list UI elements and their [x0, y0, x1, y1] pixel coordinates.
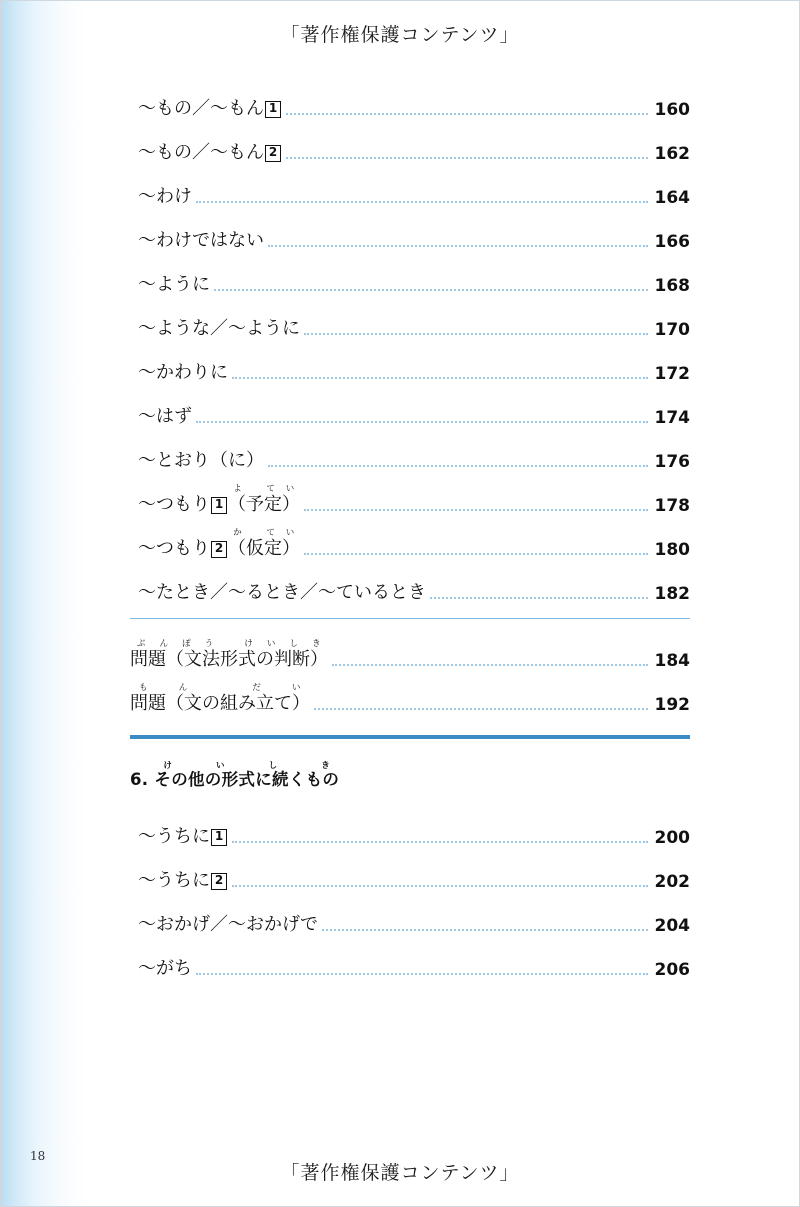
toc-label: ～ように [138, 274, 210, 295]
list-item[interactable] [138, 254, 690, 298]
list-item[interactable] [138, 210, 690, 254]
list-item[interactable] [138, 518, 690, 562]
toc-page-number: 174 [654, 408, 690, 428]
toc-label [130, 683, 310, 717]
toc-label: ～とおり（に） [138, 450, 264, 471]
ruby-annotation: 問題（文法形式の判断）ぶんぽう けいしき [130, 639, 328, 670]
ruby-annotation: その他の形式に続くものけいしき [154, 761, 340, 789]
list-item[interactable] [138, 562, 690, 606]
list-item[interactable] [138, 894, 690, 938]
ruby-text: か てい [228, 528, 300, 538]
toc-page-number: 200 [654, 828, 690, 848]
list-item[interactable] [138, 342, 690, 386]
leader-dots [286, 113, 648, 115]
leader-dots [332, 664, 648, 666]
list-item[interactable] [138, 430, 690, 474]
boxed-number-icon: 2 [265, 145, 281, 162]
toc-page-number: 176 [654, 452, 690, 472]
toc-label: ～うちに 2 [138, 866, 228, 894]
list-item[interactable] [138, 78, 690, 122]
leader-dots [322, 929, 648, 931]
leader-dots [304, 509, 648, 511]
page-number-folio: 18 [30, 1149, 46, 1163]
toc-group-1 [130, 78, 690, 606]
leader-dots [430, 597, 648, 599]
toc-group-3 [130, 806, 690, 982]
ruby-annotation: （予定）よ てい [228, 484, 300, 515]
toc-label: ～はず [138, 406, 192, 427]
list-item[interactable] [138, 166, 690, 210]
list-item[interactable] [138, 938, 690, 982]
list-item[interactable] [138, 122, 690, 166]
boxed-number-icon: 1 [265, 101, 281, 118]
toc-label: ～がち [138, 958, 192, 979]
ruby-annotation: 問題（文の組み立て）もん だい [130, 683, 310, 714]
toc-label: ～もの／～もん 2 [138, 138, 282, 166]
toc-page-number: 162 [654, 144, 690, 164]
list-item[interactable] [138, 806, 690, 850]
list-item[interactable] [138, 850, 690, 894]
leader-dots [268, 245, 648, 247]
toc-page-number: 160 [654, 100, 690, 120]
leader-dots [196, 973, 648, 975]
toc-page-number: 172 [654, 364, 690, 384]
leader-dots [304, 553, 648, 555]
boxed-number-icon: 2 [211, 541, 227, 558]
toc-label: ～ような／～ように [138, 318, 300, 339]
toc-group-2 [130, 629, 690, 717]
list-item[interactable] [138, 386, 690, 430]
leader-dots [286, 157, 648, 159]
toc-page-number: 204 [654, 916, 690, 936]
boxed-number-icon: 1 [211, 497, 227, 514]
toc-page-number: 206 [654, 960, 690, 980]
toc-page-number: 192 [654, 695, 690, 715]
toc-label: ～たとき／～るとき／～ているとき [138, 582, 426, 603]
leader-dots [304, 333, 648, 335]
list-item[interactable] [130, 673, 690, 717]
toc-page-number: 164 [654, 188, 690, 208]
divider-thick [130, 735, 690, 739]
leader-dots [232, 377, 648, 379]
divider-thin [130, 618, 690, 619]
toc-page-number: 168 [654, 276, 690, 296]
toc-label: ～わけ [138, 186, 192, 207]
list-item[interactable] [138, 298, 690, 342]
toc-label [130, 639, 328, 673]
section-number: 6. [130, 770, 149, 789]
toc-label: ～わけではない [138, 230, 264, 251]
toc-label: ～かわりに [138, 362, 228, 383]
leader-dots [268, 465, 648, 467]
leader-dots [314, 708, 648, 710]
toc-label: ～おかげ／～おかげで [138, 914, 318, 935]
leader-dots [214, 289, 648, 291]
page-title [130, 761, 690, 790]
toc-label: ～つもり 2 （仮定）か てい [138, 528, 300, 559]
leader-dots [196, 421, 648, 423]
ruby-annotation: （仮定）か てい [228, 528, 300, 559]
ruby-text: よ てい [228, 484, 300, 494]
leader-dots [232, 885, 648, 887]
toc-page-number: 166 [654, 232, 690, 252]
toc-page-number: 184 [654, 651, 690, 671]
toc-label: ～もの／～もん 1 [138, 94, 282, 122]
leader-dots [196, 201, 648, 203]
toc-page-number: 182 [654, 584, 690, 604]
page-header: 「著作権保護コンテンツ」 [280, 24, 520, 46]
toc-page-number: 170 [654, 320, 690, 340]
toc-label: ～うちに 1 [138, 822, 228, 850]
page-footer: 「著作権保護コンテンツ」 [280, 1162, 520, 1184]
ruby-text: けいしき [154, 761, 340, 771]
toc-page-number: 178 [654, 496, 690, 516]
leader-dots [232, 841, 648, 843]
toc-content [130, 78, 690, 982]
toc-page-number: 202 [654, 872, 690, 892]
list-item[interactable] [138, 474, 690, 518]
ruby-text: ぶんぽう けいしき [130, 639, 328, 649]
toc-page-number: 180 [654, 540, 690, 560]
boxed-number-icon: 2 [211, 873, 227, 890]
toc-label: ～つもり 1 （予定）よ てい [138, 484, 300, 515]
boxed-number-icon: 1 [211, 829, 227, 846]
list-item[interactable] [130, 629, 690, 673]
ruby-text: もん だい [130, 683, 310, 693]
